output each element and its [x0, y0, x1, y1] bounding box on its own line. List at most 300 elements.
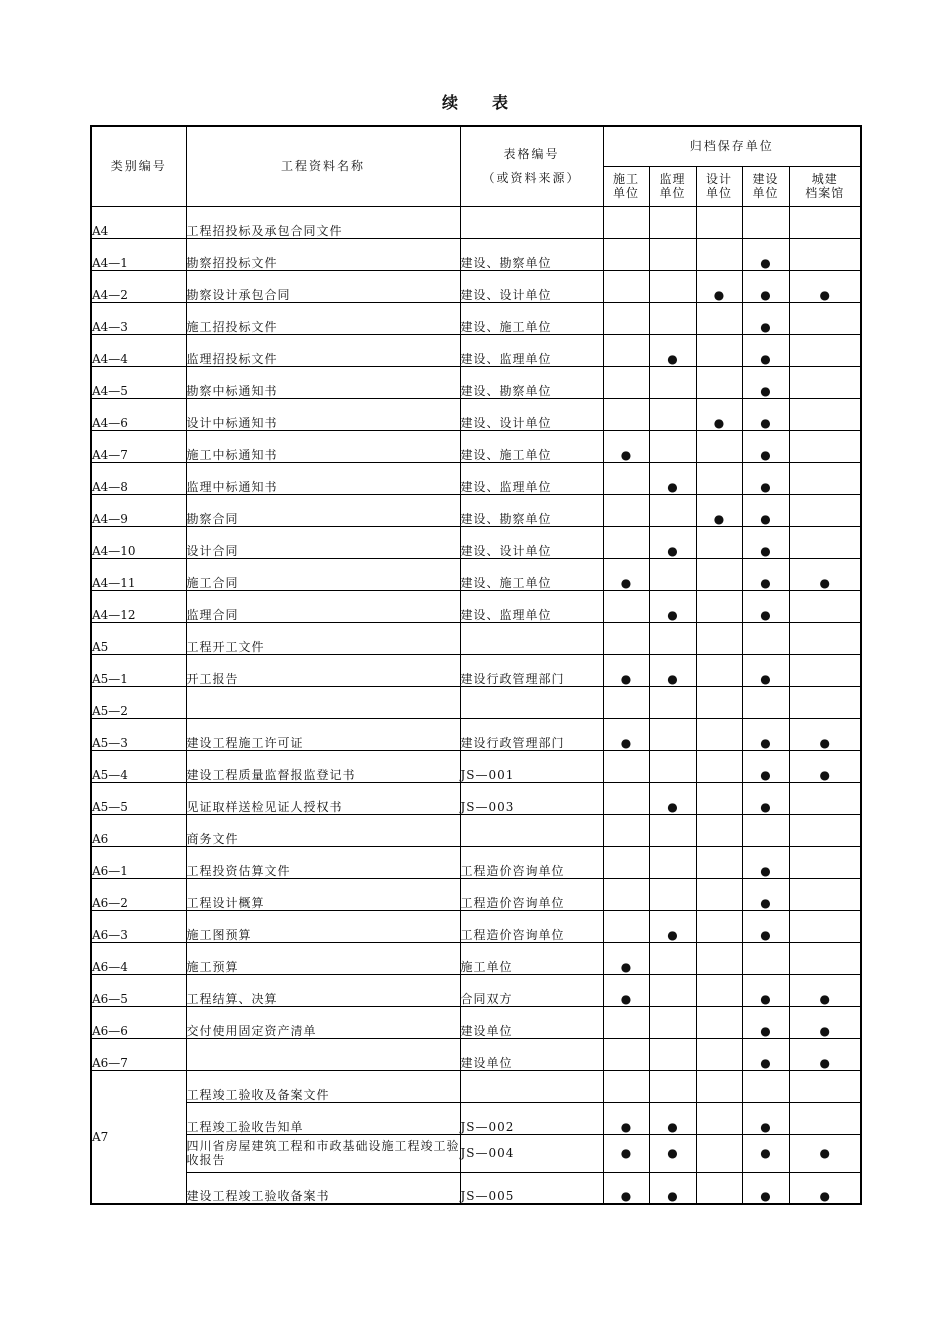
- archive-mark-cell: [649, 942, 696, 974]
- row-name: 设计中标通知书: [186, 398, 460, 430]
- row-source: 建设单位: [460, 1006, 603, 1038]
- archive-mark-cell: [696, 942, 742, 974]
- archive-mark-cell: [603, 238, 649, 270]
- archive-mark: ●: [620, 959, 632, 974]
- archive-mark: ●: [713, 415, 725, 430]
- row-name: 四川省房屋建筑工程和市政基础设施工程竣工验收报告: [186, 1134, 460, 1172]
- table-row: [91, 334, 861, 366]
- archive-mark-cell: [742, 302, 789, 334]
- archive-mark-cell: [742, 1070, 789, 1102]
- archive-mark-cell: [789, 878, 861, 910]
- archive-mark-cell: [789, 334, 861, 366]
- row-source: 工程造价咨询单位: [460, 878, 603, 910]
- archive-mark-cell: [603, 1070, 649, 1102]
- row-code: A4—2: [91, 270, 186, 302]
- row-code: A4—5: [91, 366, 186, 398]
- header-unit-supervision: [649, 166, 696, 206]
- row-code: A4—8: [91, 462, 186, 494]
- archive-mark: ●: [620, 447, 632, 462]
- row-code: A6—1: [91, 846, 186, 878]
- row-code: A4—7: [91, 430, 186, 462]
- row-name: 施工图预算: [186, 910, 460, 942]
- archive-mark: ●: [620, 671, 632, 686]
- row-name: 见证取样送检见证人授权书: [186, 782, 460, 814]
- header-form-code: [460, 126, 603, 206]
- archive-mark: ●: [819, 1055, 831, 1070]
- archive-mark-cell: [649, 974, 696, 1006]
- unit-line: 施工: [612, 172, 639, 186]
- archive-mark-cell: [789, 974, 861, 1006]
- unit-line: 设计: [705, 172, 732, 186]
- archive-mark-cell: [742, 494, 789, 526]
- archive-mark-cell: [649, 782, 696, 814]
- archive-mark-cell: [789, 366, 861, 398]
- archive-mark: ●: [667, 799, 678, 814]
- unit-line: 单位: [612, 186, 639, 200]
- row-name: 施工中标通知书: [186, 430, 460, 462]
- archive-mark-cell: [603, 526, 649, 558]
- table-row: [91, 718, 861, 750]
- row-source: JS—002: [460, 1102, 603, 1134]
- archive-mark-cell: [603, 494, 649, 526]
- archive-mark-cell: [789, 206, 861, 238]
- archive-mark: ●: [620, 575, 632, 590]
- table-row: [91, 846, 861, 878]
- archive-mark: ●: [620, 1119, 632, 1134]
- row-code: A7: [91, 1070, 186, 1204]
- archive-mark-cell: [742, 1134, 789, 1172]
- archive-mark-cell: [603, 1172, 649, 1204]
- archive-mark-cell: [789, 782, 861, 814]
- row-code: A5—4: [91, 750, 186, 782]
- archive-mark-cell: [649, 654, 696, 686]
- archive-mark-cell: [789, 462, 861, 494]
- row-name: [186, 686, 460, 718]
- row-source: [460, 1070, 603, 1102]
- row-code: A4—11: [91, 558, 186, 590]
- archive-mark-cell: [603, 686, 649, 718]
- archive-mark-cell: [742, 238, 789, 270]
- archive-mark-cell: [742, 878, 789, 910]
- header-unit-design: [696, 166, 742, 206]
- archive-mark-cell: [696, 590, 742, 622]
- archive-mark: ●: [760, 351, 771, 366]
- archive-mark: ●: [819, 735, 831, 750]
- row-name: 工程设计概算: [186, 878, 460, 910]
- archive-mark-cell: [603, 206, 649, 238]
- archive-mark: ●: [620, 735, 632, 750]
- archive-mark-cell: [696, 654, 742, 686]
- archive-mark: ●: [667, 479, 678, 494]
- table-body: [91, 206, 861, 1204]
- row-code: A5—2: [91, 686, 186, 718]
- archive-mark-cell: [649, 430, 696, 462]
- archive-mark-cell: [696, 270, 742, 302]
- archive-mark-cell: [649, 846, 696, 878]
- row-source: 建设、施工单位: [460, 430, 603, 462]
- row-code: A4—1: [91, 238, 186, 270]
- row-code: A4—9: [91, 494, 186, 526]
- archive-mark-cell: [649, 270, 696, 302]
- table-row: [91, 366, 861, 398]
- table-row: [91, 430, 861, 462]
- row-code: A5—3: [91, 718, 186, 750]
- row-code: A4—6: [91, 398, 186, 430]
- archive-mark-cell: [742, 398, 789, 430]
- row-source: 建设、施工单位: [460, 558, 603, 590]
- unit-line: 单位: [705, 186, 732, 200]
- header-category-code: 类别编号: [91, 126, 186, 206]
- row-code: A4—3: [91, 302, 186, 334]
- archive-mark-cell: [649, 398, 696, 430]
- archive-mark: ●: [760, 607, 771, 622]
- archive-mark-cell: [696, 494, 742, 526]
- archive-mark-cell: [696, 782, 742, 814]
- archive-mark-cell: [789, 654, 861, 686]
- archive-mark-cell: [649, 366, 696, 398]
- archive-mark: ●: [760, 447, 771, 462]
- table-row: [91, 1070, 861, 1102]
- row-name: 勘察招投标文件: [186, 238, 460, 270]
- archive-mark: ●: [760, 511, 771, 526]
- archive-mark: ●: [819, 287, 831, 302]
- row-source: 建设、监理单位: [460, 590, 603, 622]
- archive-mark-cell: [789, 686, 861, 718]
- archive-mark-cell: [742, 1102, 789, 1134]
- row-name: 工程开工文件: [186, 622, 460, 654]
- archive-mark-cell: [696, 622, 742, 654]
- row-code: A6—4: [91, 942, 186, 974]
- archive-mark-cell: [649, 238, 696, 270]
- archive-mark-cell: [696, 878, 742, 910]
- table-row: [91, 494, 861, 526]
- archive-mark-cell: [696, 718, 742, 750]
- archive-mark-cell: [649, 558, 696, 590]
- table-row: [91, 1172, 861, 1204]
- archive-mark-cell: [603, 910, 649, 942]
- row-source: JS—001: [460, 750, 603, 782]
- table-row: [91, 654, 861, 686]
- archive-mark-cell: [603, 782, 649, 814]
- row-code: A4—10: [91, 526, 186, 558]
- archive-mark-cell: [649, 1102, 696, 1134]
- archive-mark-cell: [603, 558, 649, 590]
- archive-mark-cell: [696, 686, 742, 718]
- archive-mark-cell: [649, 494, 696, 526]
- archive-mark-cell: [742, 1038, 789, 1070]
- row-source: 建设、勘察单位: [460, 494, 603, 526]
- archive-mark: ●: [760, 575, 771, 590]
- row-code: A5: [91, 622, 186, 654]
- archive-mark-cell: [789, 750, 861, 782]
- archive-mark-cell: [789, 238, 861, 270]
- row-code: A6: [91, 814, 186, 846]
- archive-mark: ●: [819, 575, 831, 590]
- archive-mark-cell: [649, 526, 696, 558]
- archive-mark-cell: [696, 910, 742, 942]
- table-row: [91, 1038, 861, 1070]
- unit-line: 单位: [752, 186, 779, 200]
- archive-mark-cell: [789, 910, 861, 942]
- archive-mark: ●: [667, 1119, 678, 1134]
- archive-mark-cell: [742, 1006, 789, 1038]
- archive-mark-cell: [603, 430, 649, 462]
- archive-mark-cell: [696, 366, 742, 398]
- archive-mark-cell: [696, 750, 742, 782]
- archive-mark-cell: [789, 942, 861, 974]
- archive-mark-cell: [789, 1102, 861, 1134]
- archive-mark: ●: [713, 287, 725, 302]
- archive-mark: ●: [819, 1023, 831, 1038]
- archive-mark-cell: [696, 1134, 742, 1172]
- row-name: 监理中标通知书: [186, 462, 460, 494]
- row-name: 勘察合同: [186, 494, 460, 526]
- table-row: [91, 1006, 861, 1038]
- archive-mark-cell: [742, 782, 789, 814]
- archive-mark-cell: [742, 590, 789, 622]
- archive-mark: ●: [620, 1189, 632, 1203]
- archive-mark-cell: [696, 302, 742, 334]
- row-source: 建设、监理单位: [460, 334, 603, 366]
- table-row: [91, 782, 861, 814]
- archive-mark: ●: [760, 863, 771, 878]
- archive-mark-cell: [696, 430, 742, 462]
- row-source: 工程造价咨询单位: [460, 910, 603, 942]
- archive-mark-cell: [603, 462, 649, 494]
- header-form-code-line2: （或资料来源）: [482, 171, 581, 186]
- table-row: [91, 1134, 861, 1172]
- archive-mark-cell: [649, 910, 696, 942]
- row-source: 建设、勘察单位: [460, 366, 603, 398]
- row-code: A4: [91, 206, 186, 238]
- archive-mark: ●: [760, 735, 771, 750]
- archive-mark-cell: [696, 334, 742, 366]
- archive-mark-cell: [789, 846, 861, 878]
- archive-mark-cell: [696, 814, 742, 846]
- row-source: 建设行政管理部门: [460, 718, 603, 750]
- row-source: 建设、监理单位: [460, 462, 603, 494]
- archive-mark-cell: [649, 1006, 696, 1038]
- archive-mark-cell: [603, 846, 649, 878]
- archive-mark-cell: [742, 718, 789, 750]
- archive-mark-cell: [649, 750, 696, 782]
- archive-mark-cell: [603, 1102, 649, 1134]
- archive-mark-cell: [742, 462, 789, 494]
- archive-mark-cell: [696, 238, 742, 270]
- archive-mark-cell: [603, 878, 649, 910]
- archive-mark: ●: [667, 927, 678, 942]
- archive-mark-cell: [603, 750, 649, 782]
- archive-mark: ●: [667, 543, 678, 558]
- unit-line: 档案馆: [805, 186, 845, 200]
- table-row: [91, 686, 861, 718]
- header-unit-city-archive: [789, 166, 861, 206]
- archive-mark-cell: [603, 718, 649, 750]
- row-source: 施工单位: [460, 942, 603, 974]
- table-row: [91, 750, 861, 782]
- archive-mark-cell: [603, 622, 649, 654]
- archive-mark-cell: [742, 974, 789, 1006]
- archive-mark-cell: [742, 206, 789, 238]
- table-row: [91, 590, 861, 622]
- row-name: [186, 1038, 460, 1070]
- archive-mark-cell: [742, 846, 789, 878]
- row-name: 勘察设计承包合同: [186, 270, 460, 302]
- row-code: A5—5: [91, 782, 186, 814]
- archive-mark: ●: [819, 767, 831, 782]
- table-row: [91, 526, 861, 558]
- archive-mark-cell: [649, 462, 696, 494]
- row-source: 建设行政管理部门: [460, 654, 603, 686]
- archive-mark-cell: [742, 622, 789, 654]
- archive-mark: ●: [760, 799, 771, 814]
- row-name: 交付使用固定资产清单: [186, 1006, 460, 1038]
- archive-mark-cell: [742, 814, 789, 846]
- row-source: 工程造价咨询单位: [460, 846, 603, 878]
- archive-mark: ●: [760, 319, 771, 334]
- archive-mark-cell: [789, 1134, 861, 1172]
- archive-mark-cell: [789, 270, 861, 302]
- archive-mark-cell: [789, 526, 861, 558]
- archive-table: [90, 125, 862, 1205]
- row-name: 工程竣工验收及备案文件: [186, 1070, 460, 1102]
- archive-mark-cell: [649, 1070, 696, 1102]
- archive-mark-cell: [742, 654, 789, 686]
- archive-mark-cell: [603, 1038, 649, 1070]
- archive-mark-cell: [696, 206, 742, 238]
- archive-mark-cell: [742, 334, 789, 366]
- archive-mark-cell: [789, 814, 861, 846]
- archive-mark-cell: [649, 302, 696, 334]
- archive-mark-cell: [649, 718, 696, 750]
- row-name: 商务文件: [186, 814, 460, 846]
- page-title: 续表: [441, 93, 542, 112]
- row-code: A4—12: [91, 590, 186, 622]
- archive-mark-cell: [696, 526, 742, 558]
- table-row: [91, 462, 861, 494]
- archive-mark: ●: [760, 255, 771, 270]
- archive-mark-cell: [603, 334, 649, 366]
- archive-mark-cell: [649, 686, 696, 718]
- archive-mark: ●: [620, 1146, 632, 1160]
- archive-mark: ●: [760, 543, 771, 558]
- archive-mark-cell: [649, 1134, 696, 1172]
- row-code: A6—7: [91, 1038, 186, 1070]
- archive-mark-cell: [649, 206, 696, 238]
- archive-mark-cell: [603, 654, 649, 686]
- archive-mark-cell: [789, 430, 861, 462]
- archive-mark-cell: [742, 910, 789, 942]
- archive-mark: ●: [819, 991, 831, 1006]
- archive-mark-cell: [649, 878, 696, 910]
- archive-mark-cell: [696, 1172, 742, 1204]
- archive-mark-cell: [603, 1134, 649, 1172]
- archive-mark-cell: [603, 398, 649, 430]
- archive-mark-cell: [789, 1070, 861, 1102]
- row-code: A5—1: [91, 654, 186, 686]
- row-name: 施工招投标文件: [186, 302, 460, 334]
- header-unit-construction: [603, 166, 649, 206]
- archive-mark-cell: [603, 942, 649, 974]
- row-source: [460, 206, 603, 238]
- header-archive-group: 归档保存单位: [603, 126, 861, 166]
- row-source: [460, 814, 603, 846]
- archive-mark: ●: [760, 1055, 771, 1070]
- table-row: [91, 238, 861, 270]
- row-name: 设计合同: [186, 526, 460, 558]
- archive-mark-cell: [742, 750, 789, 782]
- row-source: 建设、设计单位: [460, 270, 603, 302]
- archive-mark: ●: [713, 511, 725, 526]
- archive-mark-cell: [789, 718, 861, 750]
- archive-mark-cell: [742, 430, 789, 462]
- row-code: A6—2: [91, 878, 186, 910]
- row-name: 建设工程施工许可证: [186, 718, 460, 750]
- row-source: 建设、设计单位: [460, 526, 603, 558]
- row-source: 建设单位: [460, 1038, 603, 1070]
- archive-mark-cell: [696, 462, 742, 494]
- row-source: [460, 622, 603, 654]
- row-code: A6—6: [91, 1006, 186, 1038]
- archive-mark-cell: [649, 590, 696, 622]
- table-row: [91, 974, 861, 1006]
- row-source: 建设、施工单位: [460, 302, 603, 334]
- archive-mark-cell: [649, 814, 696, 846]
- archive-mark: ●: [760, 1189, 771, 1203]
- unit-line: 城建: [811, 172, 838, 186]
- archive-mark: ●: [760, 671, 771, 686]
- row-name: 工程竣工验收告知单: [186, 1102, 460, 1134]
- unit-line: 建设: [752, 172, 779, 186]
- archive-mark-cell: [789, 494, 861, 526]
- archive-mark-cell: [742, 366, 789, 398]
- archive-mark-cell: [789, 398, 861, 430]
- row-name: 建设工程竣工验收备案书: [186, 1172, 460, 1204]
- archive-mark-cell: [696, 1038, 742, 1070]
- archive-mark: ●: [667, 351, 678, 366]
- header-unit-owner: [742, 166, 789, 206]
- archive-mark-cell: [649, 334, 696, 366]
- archive-mark-cell: [789, 590, 861, 622]
- archive-mark-cell: [696, 1070, 742, 1102]
- archive-mark: ●: [760, 767, 771, 782]
- archive-mark: ●: [760, 927, 771, 942]
- archive-mark-cell: [696, 558, 742, 590]
- archive-mark-cell: [742, 526, 789, 558]
- archive-mark-cell: [696, 846, 742, 878]
- archive-mark-cell: [742, 270, 789, 302]
- row-source: 建设、设计单位: [460, 398, 603, 430]
- archive-mark: ●: [667, 1146, 678, 1160]
- archive-mark-cell: [603, 302, 649, 334]
- table-row: [91, 270, 861, 302]
- header-doc-name: 工程资料名称: [186, 126, 460, 206]
- archive-mark-cell: [789, 1172, 861, 1204]
- header-form-code-line1: 表格编号: [503, 147, 560, 162]
- archive-mark-cell: [696, 1102, 742, 1134]
- archive-mark: ●: [620, 991, 632, 1006]
- row-source: 建设、勘察单位: [460, 238, 603, 270]
- row-source: JS—004: [460, 1134, 603, 1172]
- archive-mark-cell: [742, 942, 789, 974]
- row-name: 勘察中标通知书: [186, 366, 460, 398]
- row-name: 工程投资估算文件: [186, 846, 460, 878]
- archive-mark-cell: [603, 270, 649, 302]
- archive-mark-cell: [742, 558, 789, 590]
- table-row: [91, 814, 861, 846]
- archive-mark: ●: [667, 607, 678, 622]
- table-row: [91, 1102, 861, 1134]
